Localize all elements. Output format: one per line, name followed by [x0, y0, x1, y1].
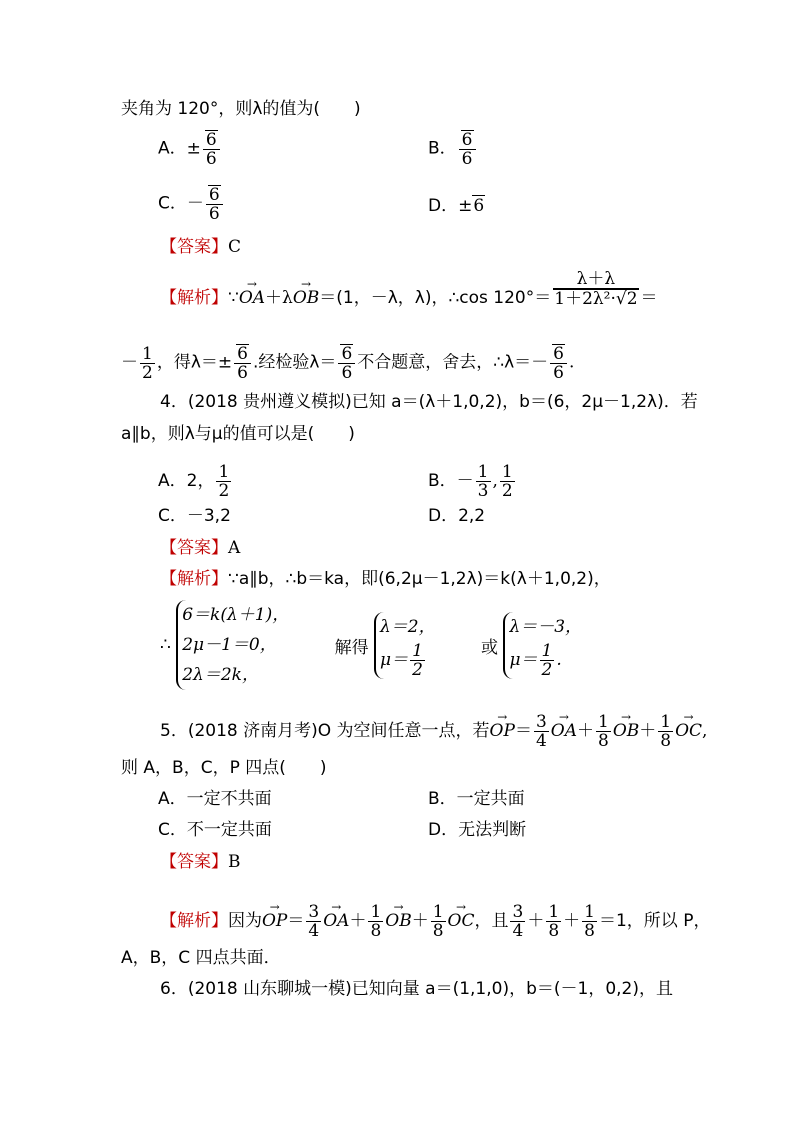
q5-option-c: C．不一定共面 — [158, 820, 272, 840]
q3-option-c: C．－ $\frac{6}{6}$ — [158, 185, 225, 223]
q5-stem-line2: 则 A，B，C，P 四点( ) — [121, 758, 327, 778]
q3-option-d: D．±6 — [428, 196, 485, 216]
q3-option-b: B． $\frac{6}{6}$ — [428, 130, 478, 168]
q4-option-d: D．2,2 — [428, 506, 486, 526]
q3-stem-tail: 夹角为 120°，则λ的值为( ) — [121, 99, 361, 119]
q4-system: ∴ 6＝k(λ＋1)， 2μ－1＝0， 2λ＝2k， 解得 λ＝2， μ＝ $\frac{1}{2}$ 或 λ＝－3， μ＝ $\frac{1}{2}$ . — [160, 600, 582, 690]
q5-option-b: B．一定共面 — [428, 789, 525, 809]
q4-system-1: 6＝k(λ＋1)， 2μ－1＝0， 2λ＝2k， — [176, 600, 289, 690]
q3-analysis-line2: － $\frac{1}{2}$ ，得λ＝± $\frac{6}{6}$ .经检验λ＝ $\frac{6}{6}$ 不合题意，舍去，∴λ＝－ $\frac{6}{6}$ . — [121, 343, 575, 383]
q4-option-b: B．－ $\frac{1}{3}$ , $\frac{1}{2}$ — [428, 462, 513, 501]
q5-option-a: A．一定不共面 — [158, 789, 272, 809]
q3-option-a: A．± $\frac{6}{6}$ — [158, 130, 222, 168]
q5-answer: 【答案】B — [160, 852, 241, 872]
q6-stem: 6．(2018 山东聊城一模)已知向量 a＝(1,1,0)，b＝(－1，0,2)，且 — [160, 979, 673, 999]
q4-answer: 【答案】A — [160, 538, 241, 558]
q4-system-2: λ＝2， μ＝ $\frac{1}{2}$ — [374, 612, 436, 679]
q4-system-3: λ＝－3， μ＝ $\frac{1}{2}$ . — [503, 612, 582, 679]
q3-answer: 【答案】C — [160, 237, 242, 257]
q5-stem-line1: 5．(2018 济南月考)O 为空间任意一点，若→ OP＝ $\frac{3}{4}$ → OA＋ $\frac{1}{8}$ → OB＋ $\frac{1}{8}$ → OC, — [160, 713, 707, 750]
q3-analysis-line1: 【解析】∵→ OA＋λ→ OB＝(1，－λ，λ)，∴cos 120°＝ $\frac{\lambda+\lambda}{\text{1＋2λ²·√2}}$ ＝ — [160, 288, 658, 308]
q5-analysis-line2: A，B，C 四点共面． — [121, 948, 281, 968]
q4-analysis-line1: 【解析】∵a∥b，∴b＝ka，即(6,2μ－1,2λ)＝k(λ＋1,0,2)， — [160, 569, 611, 589]
q4-option-c: C．－3,2 — [158, 506, 231, 526]
q4-stem-line2: a∥b，则λ与μ的值可以是( ) — [121, 424, 355, 444]
q4-stem-line1: 4．(2018 贵州遵义模拟)已知 a＝(λ＋1,0,2)，b＝(6，2μ－1,2λ)．若 — [160, 392, 698, 412]
q4-option-a: A．2， $\frac{1}{2}$ — [158, 462, 230, 501]
q5-analysis-line1: 【解析】因为→ OP＝ $\frac{3}{4}$ → OA＋ $\frac{1}{8}$ → OB＋ $\frac{1}{8}$ → OC，且 $\frac{3}{4}$ ＋ $\frac{1}{8}$ ＋ $\frac{1}{8}$ ＝1，所以 P， — [160, 903, 710, 940]
q5-option-d: D．无法判断 — [428, 820, 527, 840]
